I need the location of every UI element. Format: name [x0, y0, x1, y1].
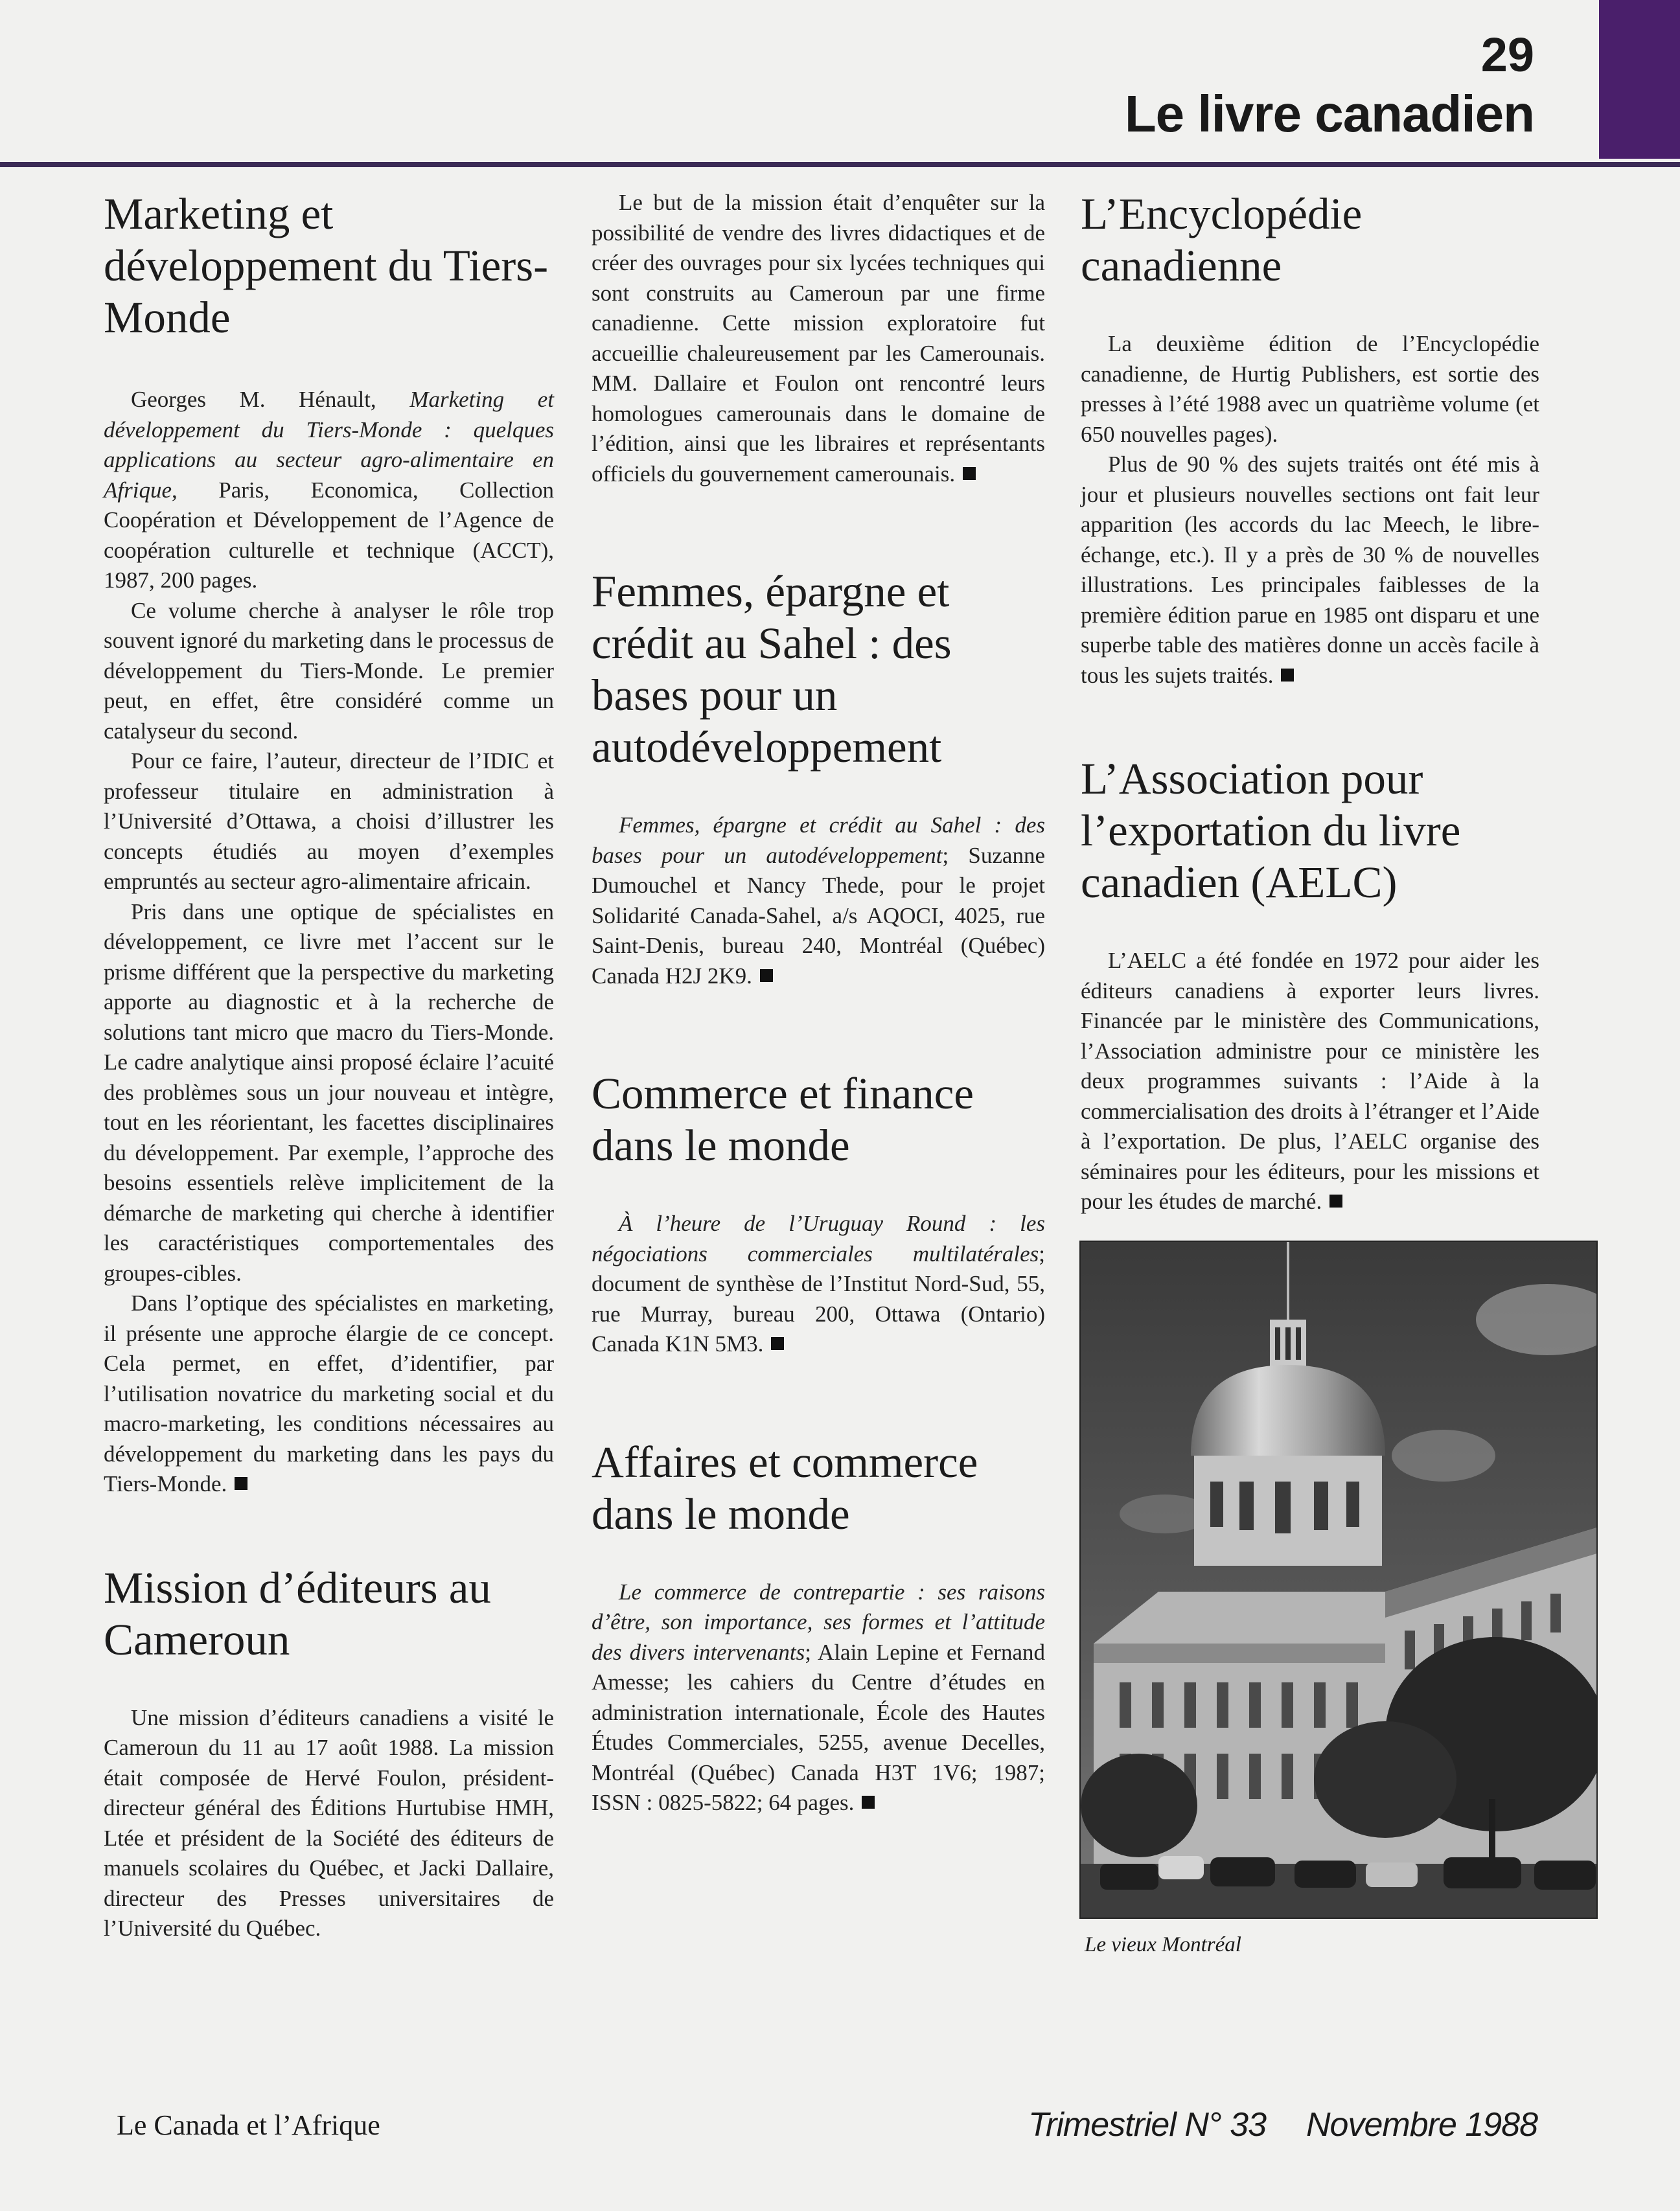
reference-title: Femmes, épargne et crédit au Sahel : des bases pour un autodéveloppement	[592, 812, 1045, 868]
column-1	[104, 188, 554, 1944]
article-femmes	[592, 566, 1045, 991]
reference-title: À l’heure de l’Uruguay Round : les négociations commerciales multilatérales	[592, 1211, 1045, 1266]
end-of-article-mark	[235, 1477, 247, 1490]
article-title: L’Association pour l’exportation du livre canadien (AELC)	[1081, 754, 1461, 907]
article-reference	[104, 385, 554, 596]
end-of-article-mark	[771, 1337, 784, 1350]
article-paragraph: Une mission d’éditeurs canadiens a visité le Cameroun du 11 au 17 août 1988. La mission était composée de Hervé Foulon, président-directeur général des Éditions Hurtubise HMH, Ltée et président de la Société des éditeurs de manuels scolaires du Québec, et Jacki Dallaire, directeur des Presses universitaires de l’Université du Québec.	[104, 1704, 554, 1941]
reference-author: Georges M. Hénault,	[131, 387, 410, 412]
article-paragraph	[1081, 450, 1539, 691]
dome-building-illustration	[1081, 1242, 1598, 1919]
article-commerce	[592, 1068, 1045, 1360]
article-reference	[592, 1209, 1045, 1360]
article-title: Commerce et finance dans le monde	[592, 1069, 974, 1170]
footer-issue-info	[1028, 2105, 1537, 2144]
footer-issue: Trimestriel N° 33	[1028, 2106, 1266, 2144]
paragraph-text: Dans l’optique des spécialistes en marketing, il présente une approche élargie de ce concept. Cela permet, en effet, d’identifier, par l’utilisation novatrice du marketing social et du macro-marketing, les conditions nécessaires au développement du marketing dans les pays du Tiers-Monde.	[104, 1290, 554, 1496]
end-of-article-mark	[760, 969, 773, 982]
article-title: Affaires et commerce dans le monde	[592, 1437, 978, 1539]
article-mission	[104, 1562, 554, 1944]
article-aelc	[1081, 753, 1539, 1217]
article-reference	[592, 1577, 1045, 1818]
reference-details: ; document de synthèse de l’Institut Nord-Sud, 55, rue Murray, bureau 200, Ottawa (Ontario) Canada K1N 5M3.	[592, 1241, 1045, 1357]
reference-title: Le commerce de contrepartie : ses raisons d’être, son importance, ses formes et l’attitude des divers intervenants	[592, 1579, 1045, 1665]
article-marketing	[104, 188, 554, 1500]
article-affaires	[592, 1436, 1045, 1818]
article-reference	[592, 810, 1045, 991]
end-of-article-mark	[862, 1796, 875, 1809]
reference-details: ; Suzanne Dumouchel et Nancy Thede, pour le projet Solidarité Canada-Sahel, a/s AQOCI, 4025, rue Saint-Denis, bureau 240, Montréal (Québec) Canada H2J 2K9.	[592, 842, 1045, 989]
column-3	[1081, 188, 1539, 1957]
page-number: 29	[1480, 28, 1534, 82]
running-title: Le livre canadien	[1124, 85, 1534, 143]
article-paragraph	[1081, 946, 1539, 1217]
paragraph-text: L’AELC a été fondée en 1972 pour aider les éditeurs canadiens à exporter leurs livres. Financée par le ministère des Communications, l’Association administre pour ce ministère les deux programmes suivants : l’Aide à la commercialisation des droits à l’étranger et l’Aide à l’exportation. De plus, l’AELC organise des séminaires pour les éditeurs, pour les missions et pour les études de marché.	[1081, 948, 1539, 1214]
paragraph-text: Le but de la mission était d’enquêter sur la possibilité de vendre des livres didactiques et de créer des ouvrages pour six lycées techniques qui sont construits au Cameroun par une firme canadienne. Cette mission exploratoire fut accueillie chaleureusement par les Camerounais. MM. Dallaire et Foulon ont rencontré leurs homologues camerounais dans le domaine de l’édition, ainsi que les libraires et représentants officiels du gouvernement camerounais.	[592, 190, 1045, 487]
article-paragraph: La deuxième édition de l’Encyclopédie canadienne, de Hurtig Publishers, est sortie des presses à l’été 1988 avec un quatrième volume (et 650 nouvelles pages).	[1081, 331, 1539, 447]
article-paragraph: Ce volume cherche à analyser le rôle trop souvent ignoré du marketing dans le processus de développement du Tiers-Monde. Le premier peut, en effet, être considéré comme un catalyseur du second.	[104, 597, 554, 744]
article-encyclopedie	[1081, 188, 1539, 691]
article-paragraph: Pris dans une optique de spécialistes en développement, ce livre met l’accent sur le prisme différent que la perspective du marketing apporte au diagnostic et à la recherche de solutions tant micro que macro du Tiers-Monde. Le cadre analytique ainsi proposé éclaire l’acuité des problèmes sous un jour nouveau et intègre, tout en les réorientant, les facettes disciplinaires du développement. Par exemple, l’approche des besoins essentiels relève implicitement de la démarche de marketing qui cherche à identifier les caractéristiques comportementales des groupes-cibles.	[104, 899, 554, 1286]
end-of-article-mark	[1329, 1195, 1342, 1208]
photo-vieux-montreal	[1079, 1241, 1598, 1919]
footer-date: Novembre 1988	[1306, 2106, 1537, 2144]
purple-edge-tab	[1599, 0, 1680, 159]
reference-details: , Paris, Economica, Collection Coopération et Développement de l’Agence de coopération culturelle et technique (ACCT), 1987, 200 pages.	[104, 477, 554, 593]
article-title: Femmes, épargne et crédit au Sahel : des bases pour un autodéveloppement	[592, 567, 952, 772]
end-of-article-mark	[963, 467, 976, 480]
column-2	[592, 188, 1045, 1818]
reference-details: ; Alain Lepine et Fernand Amesse; les cahiers du Centre d’études en administration internationale, École des Hautes Études Commerciales, 5255, avenue Decelles, Montréal (Québec) Canada H3T 1V6; 1987; ISSN : 0825-5822; 64 pages.	[592, 1639, 1045, 1815]
paragraph-text: Plus de 90 % des sujets traités ont été mis à jour et plusieurs nouvelles sections ont fait leur apparition (les accords du lac Meech, le libre-échange, etc.). Il y a près de 30 % de nouvelles illustrations. Les principales faiblesses de la première édition parue en 1985 ont disparu et une superbe table des matières donne un accès facile à tous les sujets traités.	[1081, 452, 1539, 688]
end-of-article-mark	[1281, 669, 1294, 682]
article-title: Mission d’éditeurs au Cameroun	[104, 1563, 491, 1664]
photo-caption: Le vieux Montréal	[1085, 1932, 1241, 1956]
footer-publication-title: Le Canada et l’Afrique	[117, 2109, 380, 2141]
reference-title: Marketing et développement du Tiers-Monde : quelques applications au secteur agro-alimentaire en Afrique	[104, 387, 554, 503]
header-rule	[0, 162, 1680, 167]
article-paragraph	[104, 1289, 554, 1500]
article-title: Marketing et développement du Tiers-Monde	[104, 189, 549, 342]
article-title: L’Encyclopédie canadienne	[1081, 189, 1363, 290]
article-paragraph: Pour ce faire, l’auteur, directeur de l’IDIC et professeur titulaire en administration à l’Université d’Ottawa, a choisi d’illustrer les concepts étudiés au moyen d’exemples empruntés au secteur agro-alimentaire africain.	[104, 748, 554, 894]
article-paragraph	[592, 188, 1045, 489]
